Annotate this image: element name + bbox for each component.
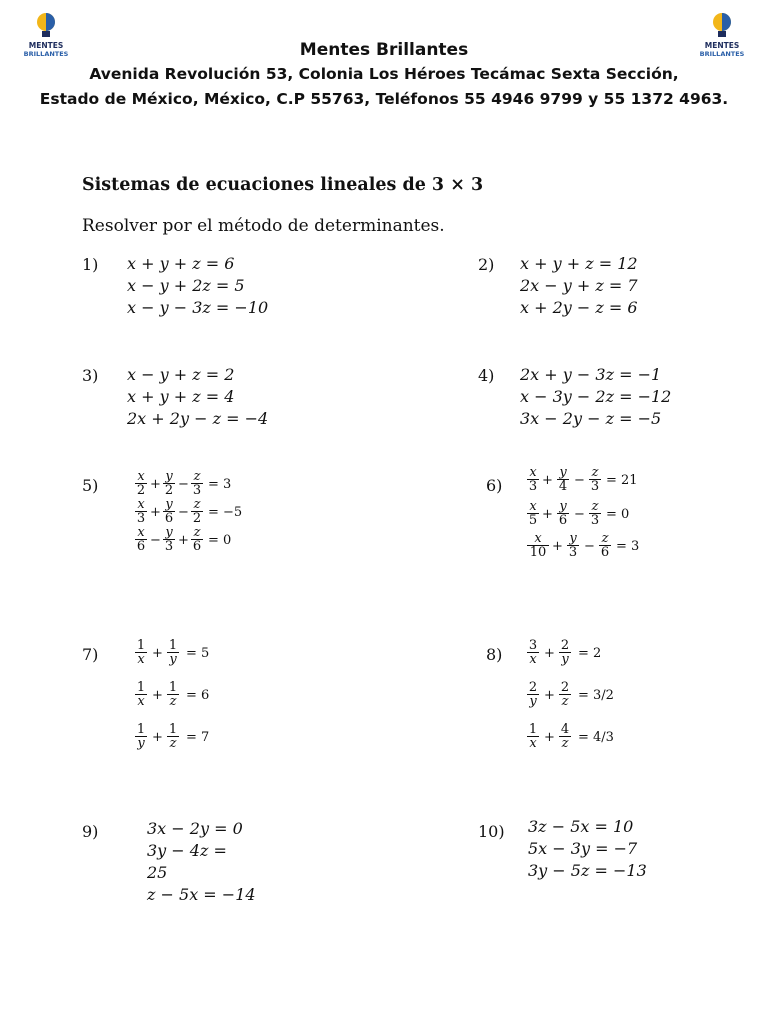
fraction: 2 z	[560, 680, 570, 709]
problem-number: 8)	[486, 645, 503, 664]
equation: x + y + z = 6	[127, 254, 235, 273]
fraction-equation: 1 x + 1 y = 5	[134, 639, 314, 669]
right-hand-side: = 7	[186, 730, 210, 745]
problem-number: 4)	[478, 366, 495, 385]
equation: 2x − y + z = 7	[520, 276, 638, 295]
fraction: x 3	[528, 465, 538, 494]
problem-number: 10)	[478, 822, 505, 841]
equation: x − y + z = 2	[127, 365, 235, 384]
fraction: 1 x	[136, 638, 146, 667]
fraction: y 4	[558, 465, 568, 494]
fraction-equation: x 3 + y 4 − z 3 = 21	[526, 466, 706, 494]
address-line-2: Estado de México, México, C.P 55763, Teléfonos 55 4946 9799 y 55 1372 4963.	[39, 90, 729, 108]
fraction: 1 z	[168, 722, 178, 751]
fraction: y 2	[164, 469, 174, 498]
instruction: Resolver por el método de determinantes.	[82, 216, 445, 236]
fraction: y 3	[568, 531, 578, 560]
equation: 25	[147, 863, 168, 882]
equation: x − y − 3z = −10	[127, 298, 269, 317]
address-line-1: Avenida Revolución 53, Colonia Los Héroes Tecámac Sexta Sección,	[89, 65, 679, 83]
right-hand-side: = 3/2	[578, 688, 614, 703]
fraction: 2 y	[528, 680, 538, 709]
equation: 3z − 5x = 10	[528, 817, 634, 836]
fraction: z 3	[192, 469, 202, 498]
equation: x − 3y − 2z = −12	[520, 387, 672, 406]
problem-number: 5)	[82, 476, 99, 495]
problem-number: 6)	[486, 476, 503, 495]
fraction: 4 z	[560, 722, 570, 751]
org-name: Mentes Brillantes	[299, 40, 469, 60]
equation: x − y + 2z = 5	[127, 276, 245, 295]
logo-word-1: MENTES	[704, 41, 740, 50]
equation: 5x − 3y = −7	[528, 839, 638, 858]
fraction-equation: 3 x + 2 y = 2	[526, 639, 706, 669]
right-hand-side: = 21	[606, 473, 638, 488]
problem-number: 1)	[82, 255, 99, 274]
fraction: 2 y	[560, 638, 570, 667]
fraction: z 6	[192, 525, 202, 554]
equation: 3y − 4z =	[147, 841, 227, 860]
fraction: 1 y	[168, 638, 178, 667]
right-hand-side: = 5	[186, 646, 210, 661]
fraction: x 6	[136, 525, 146, 554]
right-hand-side: = 3	[616, 539, 640, 554]
fraction-equation: x 5 + y 6 − z 3 = 0	[526, 500, 706, 528]
fraction: x 2	[136, 469, 146, 498]
fraction: z 3	[590, 499, 600, 528]
right-hand-side: = 3	[208, 477, 232, 492]
fraction: y 6	[558, 499, 568, 528]
fraction: x 10	[526, 532, 550, 559]
fraction: z 6	[600, 531, 610, 560]
logo-word-2: BRILLANTES	[23, 50, 69, 58]
problem-number: 7)	[82, 645, 99, 664]
equation: x + y + z = 4	[127, 387, 235, 406]
fraction-equation: x 10 + y 3 − z 6 = 3	[526, 532, 706, 560]
fraction: 1 x	[136, 680, 146, 709]
fraction-equation: x 3 + y 6 − z 2 = −5	[134, 498, 314, 526]
fraction-equation: 1 x + 1 z = 6	[134, 681, 314, 711]
right-hand-side: = 6	[186, 688, 210, 703]
logo-word-2: BRILLANTES	[699, 50, 745, 58]
right-hand-side: = 0	[606, 507, 630, 522]
equation: 2x + y − 3z = −1	[520, 365, 662, 384]
logo-word-1: MENTES	[28, 41, 64, 50]
equation: x + 2y − z = 6	[520, 298, 638, 317]
fraction-equation: 2 y + 2 z = 3/2	[526, 681, 706, 711]
fraction: 1 x	[528, 722, 538, 751]
fraction: 3 x	[528, 638, 538, 667]
right-hand-side: = 4/3	[578, 730, 614, 745]
problem-number: 2)	[478, 255, 495, 274]
equation: 3x − 2y = 0	[147, 819, 243, 838]
fraction: x 5	[528, 499, 538, 528]
fraction: 1 y	[136, 722, 146, 751]
fraction: y 6	[164, 497, 174, 526]
equation: 3x − 2y − z = −5	[520, 409, 662, 428]
fraction-equation: 1 y + 1 z = 7	[134, 723, 314, 753]
right-hand-side: = 0	[208, 533, 232, 548]
fraction: x 3	[136, 497, 146, 526]
fraction: 1 z	[168, 680, 178, 709]
worksheet-title: Sistemas de ecuaciones lineales de 3 × 3	[82, 175, 484, 195]
equation: 2x + 2y − z = −4	[127, 409, 269, 428]
fraction-equation: x 6 − y 3 + z 6 = 0	[134, 526, 314, 554]
equation: x + y + z = 12	[520, 254, 638, 273]
fraction: z 3	[590, 465, 600, 494]
fraction-equation: x 2 + y 2 − z 3 = 3	[134, 470, 314, 498]
equation: z − 5x = −14	[147, 885, 256, 904]
letterhead	[0, 38, 768, 112]
fraction: z 2	[192, 497, 202, 526]
equation: 3y − 5z = −13	[528, 861, 647, 880]
fraction-equation: 1 x + 4 z = 4/3	[526, 723, 706, 753]
problem-number: 9)	[82, 822, 99, 841]
problem-number: 3)	[82, 366, 99, 385]
right-hand-side: = −5	[208, 505, 243, 520]
fraction: y 3	[164, 525, 174, 554]
right-hand-side: = 2	[578, 646, 602, 661]
